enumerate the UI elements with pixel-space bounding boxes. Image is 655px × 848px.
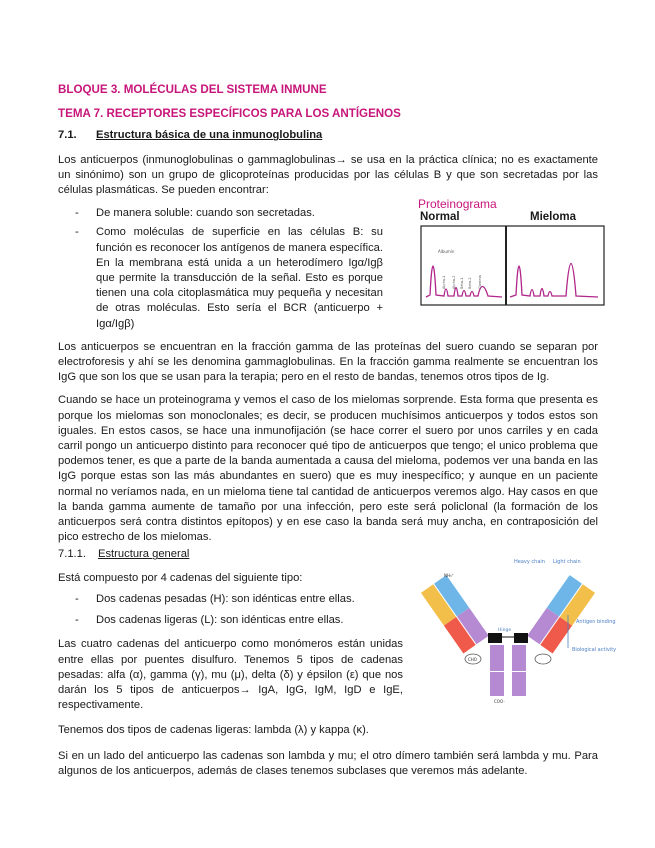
paragraph: Tenemos dos tipos de cadenas ligeras: lambda (λ) y kappa (κ). — [58, 724, 369, 737]
list-item: - De manera soluble: cuando son secretadas. — [75, 207, 315, 220]
proteinogram-chart — [418, 197, 608, 307]
list-item: - Dos cadenas pesadas (H): son idénticas entre ellas. — [75, 592, 355, 605]
hinge-label: Hinge — [498, 628, 512, 633]
intro-paragraph: Los anticuerpos (inmunoglobulinas o gammaglobulinas→ se usa en la práctica clínica; no es exactamente un sinónimo) son un grupo de glicoproteínas producidas por las células B y que son secretadas por las células plasmáticas. Se pueden encontrar: — [58, 153, 598, 197]
subsection-number: 7.1.1. — [58, 548, 86, 561]
antibody-structure-figure — [418, 553, 617, 705]
proteinogram-figure — [418, 197, 608, 307]
section-number: 7.1. — [58, 129, 77, 142]
paragraph: Cuando se hace un proteinograma y vemos el caso de los mielomas sorprende. Esta forma que presenta es porque los mielomas son monoclonales; es decir, se producen muchísimos anticuerpos y todos estos son iguales. En estos casos, se hace una inmunofijación (se hace correr el suero por unos carriles y en cada carril pongo un anticuerpo distinto para reconocer qué tipo de anticuerpos que tengo; el unico problema que podemos tener, es que a parte de la banda aumentada a causa del mieloma, podemos ver una banda en las IgG porque estas son las más abundantes en suero) que es muy inespecífico; y aunque en un paciente normal no veríamos nada, en un mieloma tiene tal cantidad de anticuerpos veremos algo. Hay casos en que la banda gamma aumente de tamaño por una infección, pero este será policlonal (la formación de los anticuerpos será contra distintos epítopos) y en ese caso la banda será muy ancha, en contraposición del pico estrecho de los mielomas. — [58, 394, 598, 544]
section-title: Estructura básica de una inmunoglobulina — [96, 129, 323, 142]
peak-label: Beta-2 — [468, 277, 472, 289]
peak-label: Albumin — [438, 249, 455, 254]
list-item: - Dos cadenas ligeras (L): son idénticas entre ellas. — [75, 614, 344, 627]
normal-label: Normal — [420, 211, 460, 223]
cooh-label: COO⁻ — [494, 699, 506, 704]
topic-heading: TEMA 7. RECEPTORES ESPECÍFICOS PARA LOS ANTÍGENOS — [58, 107, 401, 121]
biological-activity-label: Biological activity — [572, 647, 617, 653]
antigen-binding-label: Antigen binding — [576, 619, 616, 625]
subsection-title: Estructura general — [98, 548, 190, 561]
paragraph: Los anticuerpos se encuentran en la fracción gamma de las proteínas del suero cuando se separan por electroforesis y ahí se les denomina gammaglobulinas. En la fracción gamma realmente se encuentran los IgG que son los que se usan para la terapia; pero en el resto de bandas, tenemos otros tipos de Ig. — [58, 340, 598, 384]
section-heading — [58, 128, 598, 143]
light-chain-label: Light chain — [553, 559, 581, 565]
antibody-diagram — [418, 553, 617, 705]
mieloma-label: Mieloma — [530, 211, 577, 223]
peak-label: Alpha-1 — [442, 275, 446, 289]
block-heading: BLOQUE 3. MOLÉCULAS DEL SISTEMA INMUNE — [58, 83, 327, 96]
paragraph: Está compuesto por 4 cadenas del siguiente tipo: — [58, 571, 303, 584]
nh3-label: NH₃⁺ — [444, 573, 454, 578]
cho-label: CHO — [468, 657, 477, 662]
list-item: - Como moléculas de superficie en las células B: su función es reconocer los antígenos de manera específica. En la membrana está unida a un heterodímero Igα/Igβ que permite la transducción de la señal. Esto es porque tienen una cola citoplasmática muy pequeña y necesitan de otras moléculas. Esto sería el BCR (anticuerpo + Igα/Igβ) — [75, 226, 383, 330]
paragraph: Si en un lado del anticuerpo las cadenas son lambda y mu; el otro dímero también será lambda y mu. Para algunos de los anticuerpos, además de clases tenemos subclases que veremos más adelante. — [58, 749, 598, 777]
figure-title: Proteinograma — [418, 197, 497, 211]
paragraph: Las cuatro cadenas del anticuerpo como monómeros están unidas entre ellas por puentes disulfuro. Tenemos 5 tipos de cadenas pesadas: alfa (α), gamma (γ), mu (μ), delta (δ) y épsilon (ε) que nos darán los 5 tipos de anticuerpos→ IgA, IgG, IgM, IgD e IgE, respectivamente. — [58, 638, 403, 712]
peak-label: Beta-1 — [460, 277, 464, 289]
heavy-chain-label: Heavy chain — [514, 559, 545, 565]
peak-label: Gamma — [478, 275, 482, 289]
peak-label: Alpha-2 — [452, 275, 456, 289]
